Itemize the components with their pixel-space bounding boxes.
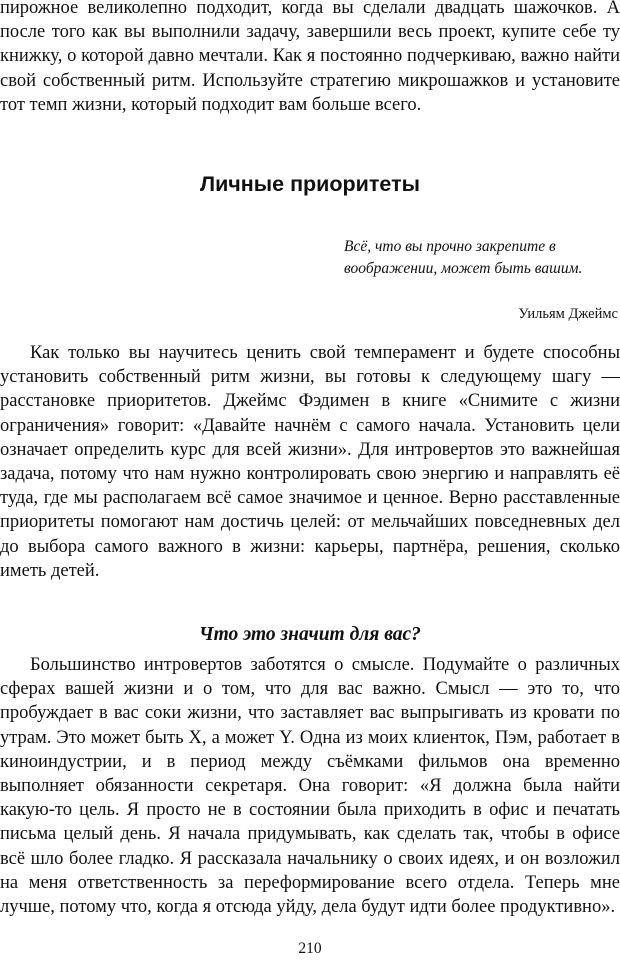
paragraph-meaning: Большинство интровертов заботятся о смысле. Подумайте о различных сферах вашей жизни и о том, что для вас важно. Смысл — это то, что пробуждает в вас соки жизни, что заставляет вас выпрыгивать из кровати по утрам. Это может быть X, а может Y. Одна из моих клиенток, Пэм, работает в киноиндустрии, и в период между съёмками фильмов она временно выполняет обязанности секретаря. Она говорит: «Я должна была найти какую-то цель. Я просто не в состоянии была приходить в офис и печатать письма целый день. Я начала придумывать, как сделать так, чтобы в офисе всё шло более гладко. Я рассказала начальнику о своих идеях, и он возложил на меня ответственность за переформирование всего отдела. Теперь мне лучше, потому что, когда я отсюда уйду, дела будут идти более продуктивно». [0, 655, 620, 918]
epigraph-author: Уильям Джеймс [518, 306, 618, 322]
page-number: 210 [298, 940, 322, 957]
section-heading: Личные приоритеты [200, 172, 420, 196]
epigraph-quote: Всё, что вы прочно закрепите в воображении, может быть вашим. [344, 238, 583, 277]
paragraph-priorities: Как только вы научитесь ценить свой темперамент и будете способны установить собственный ритм жизни, вы готовы к следующему шагу — расстановке приоритетов. Джеймс Фэдимен в книге «Снимите с жизни ограничения» говорит: «Давайте начнём с самого начала. Установить цели означает определить курс для всей жизни». Для интровертов это важнейшая задача, потому что нам нужно контролировать свою энергию и направлять её туда, где мы располагаем всё самое значимое и ценное. Верно расставленные приоритеты помогают нам достичь целей: от мельчайших повседневных дел до выбора самого важного в жизни: карьеры, партнёра, решения, сколько иметь детей. [0, 343, 620, 581]
paragraph-opening: пирожное великолепно подходит, когда вы сделали двадцать шажочков. А после того как вы выполнили задачу, завершили весь проект, купите себе ту книжку, о которой давно мечтали. Как я постоянно подчеркиваю, важно найти свой собственный ритм. Используйте стратегию микрошажков и установите тот темп жизни, который подходит вам больше всего. [0, 0, 620, 115]
subsection-heading: Что это значит для вас? [199, 624, 421, 645]
